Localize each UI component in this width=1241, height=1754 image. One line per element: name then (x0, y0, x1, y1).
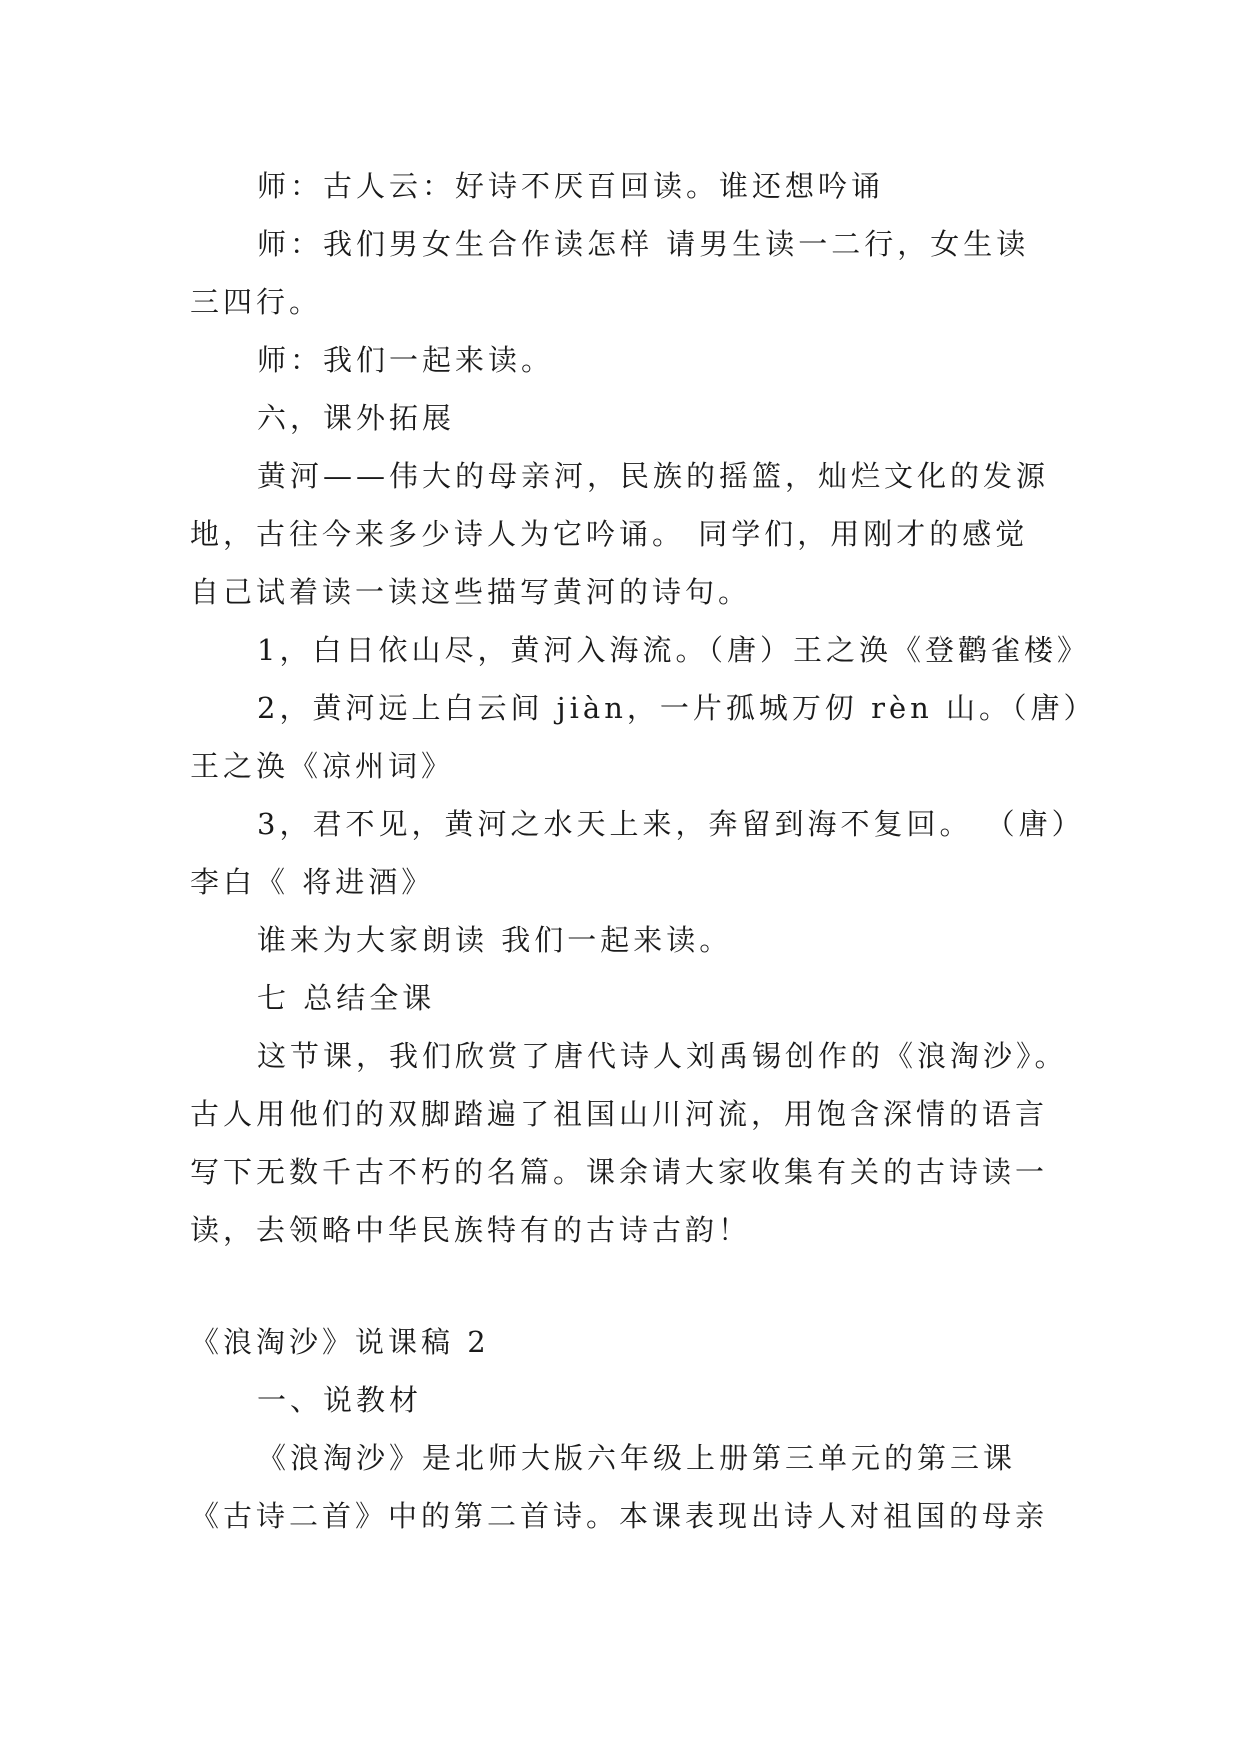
paragraph-line: 师：我们一起来读。 (257, 343, 555, 377)
section-heading: 七 总结全课 (257, 981, 436, 1015)
paragraph-line: 师：我们男女生合作读怎样 请男生读一二行，女生读 (257, 227, 1030, 261)
paragraph-line: 三四行。 (190, 285, 323, 319)
paragraph-line: 自己试着读一读这些描写黄河的诗句。 (190, 575, 752, 609)
document-title: 《浪淘沙》说课稿 2 (190, 1325, 490, 1359)
poem-line: 李白《 将进酒》 (190, 865, 435, 899)
poem-line: 2，黄河远上白云间 jiàn，一片孤城万仞 rèn 山。（唐） (257, 691, 1097, 725)
section-heading: 一、说教材 (257, 1383, 423, 1417)
section-heading: 六，课外拓展 (257, 401, 456, 435)
paragraph-line: 读，去领略中华民族特有的古诗古韵！ (190, 1213, 752, 1247)
paragraph-line: 古人用他们的双脚踏遍了祖国山川河流，用饱含深情的语言 (190, 1097, 1049, 1131)
poem-line: 3，君不见，黄河之水天上来，奔留到海不复回。 （唐） (257, 807, 1085, 841)
paragraph-line: 这节课，我们欣赏了唐代诗人刘禹锡创作的《浪淘沙》。 (257, 1039, 1068, 1073)
poem-line: 1，白日依山尽，黄河入海流。（唐）王之涣《登鹳雀楼》 (257, 633, 1090, 667)
paragraph-line: 地，古往今来多少诗人为它吟诵。 同学们，用刚才的感觉 (190, 517, 1029, 551)
paragraph-line: 写下无数千古不朽的名篇。课余请大家收集有关的古诗读一 (190, 1155, 1049, 1189)
paragraph-line: 《古诗二首》中的第二首诗。本课表现出诗人对祖国的母亲 (190, 1499, 1049, 1533)
poem-line: 王之涣《凉州词》 (190, 749, 455, 783)
paragraph-line: 黄河——伟大的母亲河，民族的摇篮，灿烂文化的发源 (257, 459, 1050, 493)
paragraph-line: 师：古人云：好诗不厌百回读。谁还想吟诵 (257, 169, 885, 203)
paragraph-line: 谁来为大家朗读 我们一起来读。 (257, 923, 733, 957)
paragraph-line: 《浪淘沙》是北师大版六年级上册第三单元的第三课 (257, 1441, 1017, 1475)
